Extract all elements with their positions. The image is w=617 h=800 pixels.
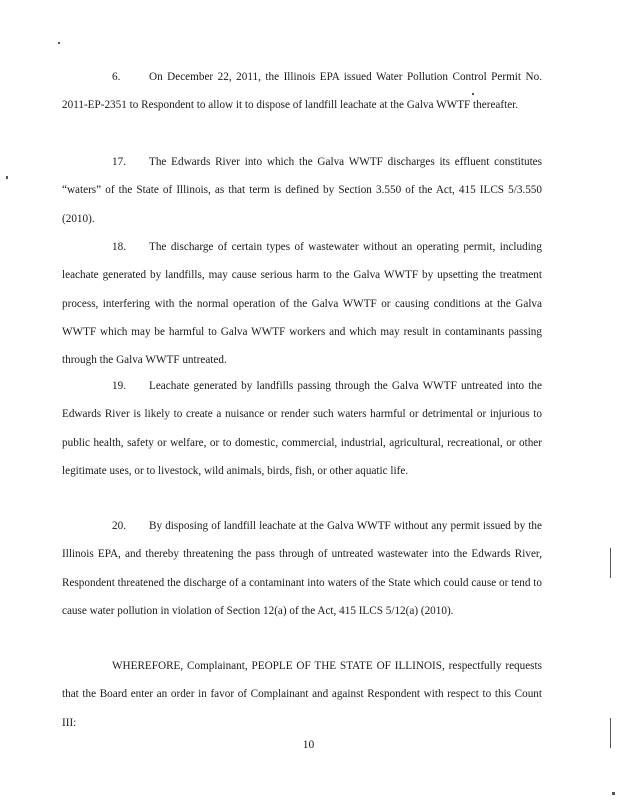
paragraph-text: The Edwards River into which the Galva WWTF discharges its effluent constitutes “waters” of the State of Illinois, as that term is defined by Section 3.550 of the Act, 415 ILCS 5/3.550 (2010). — [62, 156, 542, 225]
paragraph-number: 18. — [112, 241, 126, 253]
paragraph-text: By disposing of landfill leachate at the Galva WWTF without any permit issued by the Illinois EPA, and thereby threatening the pass through of untreated wastewater into the Edwards River, Respondent threatened the discharge of a contaminant into waters of the State which could cause or tend to cause water pollution in violation of Section 12(a) of the Act, 415 ILCS 5/12(a) (2010). — [62, 520, 542, 617]
wherefore-text: WHEREFORE, Complainant, PEOPLE OF THE STATE OF ILLINOIS, respectfully requests that the Board enter an order in favor of Complainant and against Respondent with respect to this Count III: — [62, 660, 542, 729]
scan-speck — [610, 718, 611, 748]
scan-speck — [612, 792, 615, 795]
paragraph-number: 17. — [112, 156, 126, 168]
scan-speck — [610, 548, 611, 578]
paragraph-number: 20. — [112, 520, 126, 532]
paragraph-text: On December 22, 2011, the Illinois EPA issued Water Pollution Control Permit No. 2011-EP-2351 to Respondent to allow it to dispose of landfill leachate at the Galva WWTF thereafter. — [62, 71, 542, 112]
paragraph-6 — [62, 63, 542, 120]
scan-speck — [58, 42, 60, 44]
paragraph-text: Leachate generated by landfills passing through the Galva WWTF untreated into the Edwards River is likely to create a nuisance or render such waters harmful or detrimental or injurious to public health, safety or welfare, or to domestic, commercial, industrial, agricultural, recreational, or other legitimate uses, or to livestock, wild animals, birds, fish, or other aquatic life. — [62, 380, 542, 477]
page-number: 10 — [302, 739, 315, 751]
wherefore-paragraph — [62, 652, 542, 737]
paragraph-text: The discharge of certain types of wastewater without an operating permit, including leachate generated by landfills, may cause serious harm to the Galva WWTF by upsetting the treatment process, interfering with the normal operation of the Galva WWTF or causing conditions at the Galva WWTF which may be harmful to Galva WWTF workers and which may result in contaminants passing through the Galva WWTF untreated. — [62, 241, 542, 367]
paragraph-18 — [62, 233, 542, 374]
scan-speck — [6, 176, 8, 179]
paragraph-number: 19. — [112, 380, 126, 392]
paragraph-number: 6. — [112, 71, 121, 83]
paragraph-20 — [62, 512, 542, 625]
paragraph-17 — [62, 148, 542, 233]
scan-speck — [472, 93, 474, 95]
paragraph-19 — [62, 372, 542, 485]
